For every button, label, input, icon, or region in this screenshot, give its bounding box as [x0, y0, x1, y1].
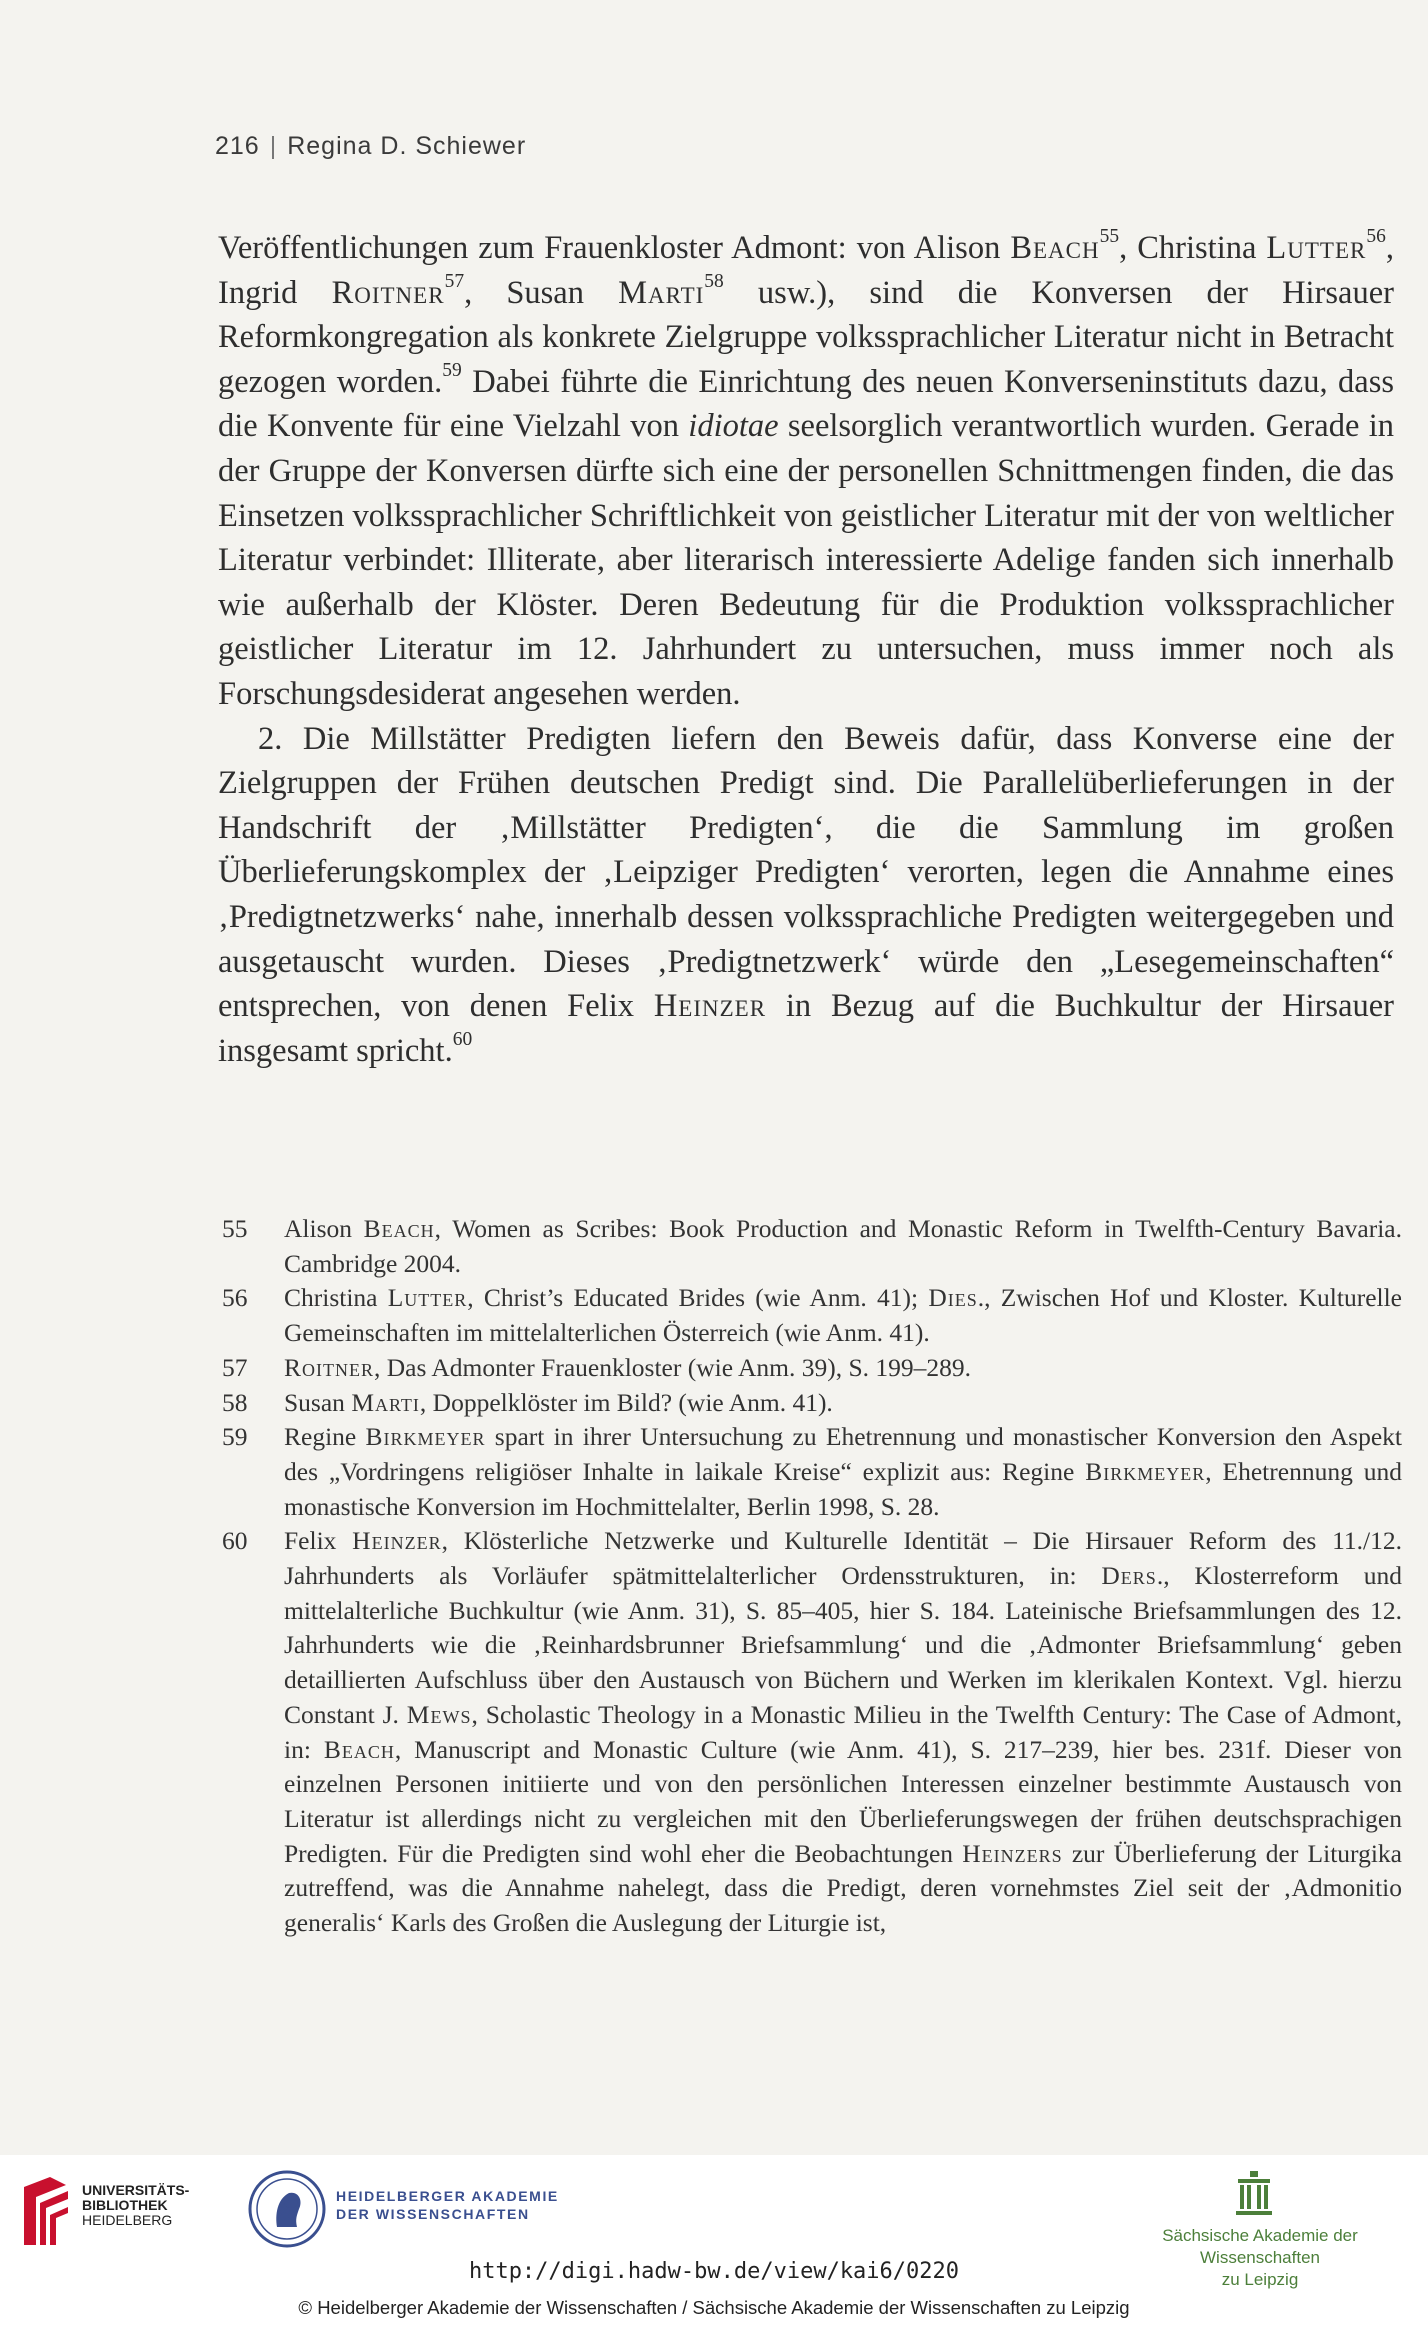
author-name: Heinzer [352, 1526, 442, 1556]
ub-line-3: HEIDELBERG [82, 2212, 173, 2228]
footnote-number: 57 [222, 1352, 248, 1382]
text-run: seelsorglich verantwortlich wurden. Gerade in der Gruppe der Konversen dürfte sich eine der personellen Schnittmengen finden, die das Einsetzen volkssprachlicher Schriftlichkeit von geistlicher Literatur mit der von weltlicher Literatur verbindet: Illiterate, aber literarisch interessierte Adelige fanden sich innerhalb wie außerhalb der Klöster. Deren Bedeutung für die Produktion volkssprachlicher geistlicher Literatur im 12. Jahrhundert zu untersuchen, muss immer noch als Forschungsdesiderat angesehen werden. [218, 408, 1394, 712]
ub-line-2: BIBLIOTHEK [82, 2197, 168, 2213]
author-name: Roitner [331, 274, 445, 311]
saw-line-1: Sächsische Akademie der Wissenschaften [1162, 2226, 1358, 2267]
author-name: Lutter [387, 1283, 468, 1313]
footnotes [222, 1212, 1402, 1941]
footnote-number: 55 [222, 1214, 248, 1243]
text-run: , Susan [464, 274, 619, 311]
footnote-number: 60 [222, 1526, 248, 1556]
running-head-separator: | [269, 132, 278, 160]
text-run: , Ingrid [218, 230, 1394, 311]
ub-heidelberg-logo-text [82, 2183, 189, 2228]
text-run: , Women as Scribes: Book Production and Monastic Reform in Twelfth-Century Bavaria. Cambridge 2004. [284, 1214, 1402, 1278]
hadw-seal-icon[interactable] [247, 2169, 327, 2249]
author-name: Beach [1010, 230, 1100, 266]
text-run: , Christ’s Educated Brides (wie Anm. 41); [467, 1283, 929, 1313]
author-name: Birkmeyer [1085, 1456, 1206, 1486]
text-run: , Christina [1119, 230, 1267, 266]
author-name: Mews [406, 1699, 472, 1729]
text-run: , Doppelklöster im Bild? (wie Anm. 41). [419, 1387, 833, 1417]
text-run: usw.), sind die Konversen der Hirsauer Reformkongregation als konkrete Zielgruppe volkssprachlicher Literatur nicht in Betracht gezogen worden. [218, 274, 1394, 400]
footnote-number: 56 [222, 1283, 248, 1313]
footnote-number: 58 [222, 1387, 248, 1417]
text-run: , Klösterliche Netzwerke und Kulturelle Identität – Die Hirsauer Reform des 11./12. Jahrhunderts als Vorläufer spätmittelalterlicher Ordensstrukturen, in: [284, 1526, 1402, 1591]
text-run: in Bezug auf die Buchkultur der Hirsauer insgesamt spricht. [218, 988, 1394, 1069]
ub-line-1: UNIVERSITÄTS- [82, 2182, 190, 2198]
footnote-60 [222, 1524, 1402, 1940]
text-run: Alison [284, 1214, 364, 1243]
author-name: Dies [928, 1283, 978, 1313]
permalink-url[interactable]: http://digi.hadw-bw.de/view/kai6/0220 [468, 2259, 960, 2284]
text-run: , Das Admonter Frauenkloster (wie Anm. 39), S. 199–289. [374, 1352, 972, 1382]
paragraph-2 [218, 717, 1394, 1074]
copyright-notice: © Heidelberger Akademie der Wissenschaften / Sächsische Akademie der Wissenschaften zu Leipzig [298, 2297, 1130, 2318]
page-number: 216 [215, 132, 260, 160]
author-name: Beach [363, 1214, 435, 1243]
hadw-logo-text [336, 2187, 559, 2223]
author-name: Ders [1101, 1561, 1157, 1591]
author-name: Marti [618, 274, 705, 311]
text-run: zur Überlieferung der Liturgika zutreffend, was die Annahme nahelegt, dass die Predigt, deren vornehmstes Ziel seit der ‚Admonitio generalis‘ Karls des Großen die Auslegung der Liturgie ist, [284, 1838, 1402, 1938]
text-run: spart in ihrer Untersuchung zu Ehetrennung und monastischer Konversion den Aspekt des „Vordringens religiöser Inhalte in laikale Kreise“ explizit aus: Regine [284, 1422, 1402, 1486]
author-name: Birkmeyer [365, 1422, 486, 1452]
text-run: , Manuscript and Monastic Culture (wie Anm. 41), S. 217–239, hier bes. 231f. Dieser von einzelnen Personen initiierte und von den persönlichen Interessen einzelner bestimmte Austausch von Literatur ist allerdings nicht zu vergleichen mit den Überlieferungswegen der frühen deutschsprachigen Predigten. Für die Predigten sind wohl eher die Beobachtungen [284, 1734, 1403, 1868]
text-run: Dabei führte die Einrichtung des neuen Konverseninstituts dazu, dass die Konvente für eine Vielzahl von [218, 363, 1394, 445]
author-name: Heinzers [962, 1838, 1063, 1868]
running-head-author: Regina D. Schiewer [287, 132, 527, 160]
footnote-number: 59 [222, 1422, 248, 1452]
hadw-line-2: DER WISSENSCHAFTEN [336, 2206, 530, 2222]
author-name: Beach [323, 1734, 395, 1764]
text-run: Felix [284, 1526, 353, 1556]
footnote-58 [222, 1386, 1402, 1421]
italic-term: idiotae [688, 408, 779, 445]
footnote-59 [222, 1420, 1402, 1524]
footnote-ref[interactable]: 59 [442, 360, 462, 382]
text-run: Veröffentlichungen zum Frauenkloster Admont: von Alison [218, 230, 1011, 266]
footnote-ref[interactable]: 60 [452, 1028, 473, 1050]
author-name: Lutter [1266, 230, 1367, 266]
footnote-57 [222, 1351, 1402, 1386]
text-run: Susan [284, 1387, 352, 1417]
footnote-56 [222, 1281, 1402, 1350]
text-run: Christina [284, 1283, 388, 1313]
author-name: Roitner [284, 1352, 374, 1382]
paragraph-1 [218, 226, 1394, 717]
author-name: Heinzer [653, 988, 767, 1025]
text-run: Regine [284, 1422, 366, 1452]
text-run: ., Klosterreform und mittelalterliche Buchkultur (wie Anm. 31), S. 85–405, hier S. 184. Lateinische Briefsammlungen des 12. Jahrhunderts wie die ‚Reinhardsbrunner Briefsammlung‘ und die ‚Admonter Briefsammlung‘ geben detaillierten Aufschluss über den Austausch von Büchern und Werken im klerikalen Kontext. Vgl. hierzu Constant J. [284, 1561, 1402, 1729]
text-run: ., Zwischen Hof und Kloster. Kulturelle Gemeinschaften im mittelalterlichen Österreich (wie Anm. 41). [284, 1283, 1403, 1348]
saw-building-icon[interactable] [1236, 2171, 1272, 2215]
text-run: , Scholastic Theology in a Monastic Milieu in the Twelfth Century: The Case of Admont, in: [284, 1699, 1402, 1764]
text-run: , Ehetrennung und monastische Konversion im Hochmittelalter, Berlin 1998, S. 28. [284, 1456, 1402, 1521]
footnote-55 [222, 1212, 1402, 1281]
ub-heidelberg-logo-icon[interactable] [16, 2175, 74, 2249]
footnote-ref[interactable]: 56 [1366, 226, 1386, 248]
text-run: 2. Die Millstätter Predigten liefern den Beweis dafür, dass Konverse eine der Zielgruppen der Frühen deutschen Predigt sind. Die Parallelüberlieferungen in der Handschrift der ‚Millstätter Predigten‘, die die Sammlung im großen Überlieferungskomplex der ‚Leipziger Predigten‘ verorten, legen die Annahme eines ‚Predigtnetzwerks‘ nahe, innerhalb dessen volkssprachliche Predigten weitergegeben und ausgetauscht wurden. Dieses ‚Predigtnetzwerk‘ würde den „Lesegemeinschaften“ entsprechen, von denen Felix [218, 720, 1394, 1025]
saw-line-2: zu Leipzig [1221, 2270, 1299, 2289]
footnote-ref[interactable]: 55 [1099, 226, 1120, 248]
author-name: Marti [351, 1387, 420, 1417]
hadw-line-1: HEIDELBERGER AKADEMIE [336, 2188, 559, 2204]
footer-bar [0, 2155, 1428, 2329]
main-text [218, 226, 1394, 1073]
running-head [215, 132, 526, 161]
footnote-ref[interactable]: 57 [444, 270, 465, 292]
footnote-ref[interactable]: 58 [704, 270, 724, 292]
